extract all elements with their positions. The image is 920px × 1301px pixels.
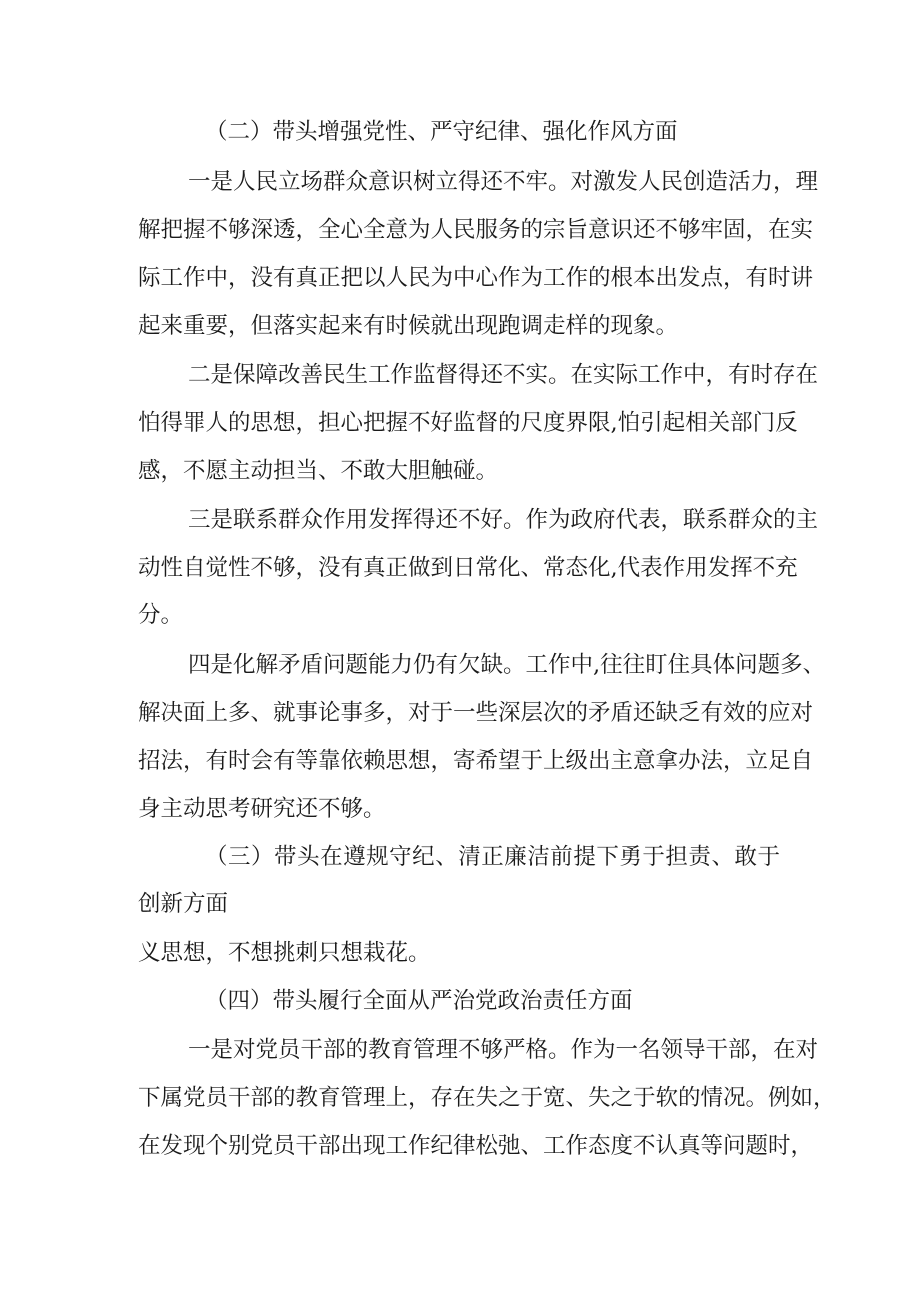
paragraph-line: 下属党员干部的教育管理上，存在失之于宽、失之于软的情况。例如， bbox=[138, 1085, 836, 1111]
paragraph-fragment: 义思想，不想挑刺只想栽花。 bbox=[138, 940, 431, 966]
section-heading-2: （二）带头增强党性、严守纪律、强化作风方面 bbox=[205, 119, 678, 145]
section-heading-3: （三）带头在遵规守纪、清正廉洁前提下勇于担责、敢于 bbox=[205, 844, 780, 870]
paragraph-line: 解把握不够深透，全心全意为人民服务的宗旨意识还不够牢固，在实 bbox=[138, 217, 814, 243]
paragraph-line: 际工作中，没有真正把以人民为中心作为工作的根本出发点，有时讲 bbox=[138, 265, 814, 291]
paragraph-line: 一是对党员干部的教育管理不够严格。作为一名领导干部，在对 bbox=[188, 1037, 819, 1063]
paragraph-line: 起来重要，但落实起来有时候就出现跑调走样的现象。 bbox=[138, 313, 679, 339]
paragraph-line: 分。 bbox=[138, 602, 184, 628]
paragraph-line: 怕得罪人的思想，担心把握不好监督的尺度界限,怕引起相关部门反 bbox=[138, 410, 798, 436]
section-heading-4: （四）带头履行全面从严治党政治责任方面 bbox=[205, 988, 633, 1014]
paragraph-line: 一是人民立场群众意识树立得还不牢。对激发人民创造活力，理 bbox=[188, 169, 819, 195]
paragraph-line: 招法，有时会有等靠依赖思想，寄希望于上级出主意拿办法，立足自 bbox=[138, 748, 814, 774]
paragraph-line: 解决面上多、就事论事多，对于一些深层次的矛盾还缺乏有效的应对 bbox=[138, 700, 814, 726]
paragraph-line: 三是联系群众作用发挥得还不好。作为政府代表，联系群众的主 bbox=[188, 507, 819, 533]
paragraph-line: 二是保障改善民生工作监督得还不实。在实际工作中，有时存在 bbox=[188, 362, 819, 388]
paragraph-line: 在发现个别党员干部出现工作纪律松弛、工作态度不认真等问题时， bbox=[138, 1133, 814, 1159]
paragraph-line: 动性自觉性不够，没有真正做到日常化、常态化,代表作用发挥不充 bbox=[138, 555, 798, 581]
paragraph-line: 感，不愿主动担当、不敢大胆触碰。 bbox=[138, 458, 499, 484]
paragraph-line: 身主动思考研究还不够。 bbox=[138, 796, 386, 822]
section-heading-3-cont: 创新方面 bbox=[138, 891, 229, 917]
paragraph-line: 四是化解矛盾问题能力仍有欠缺。工作中,往往盯住具体问题多、 bbox=[188, 652, 826, 678]
